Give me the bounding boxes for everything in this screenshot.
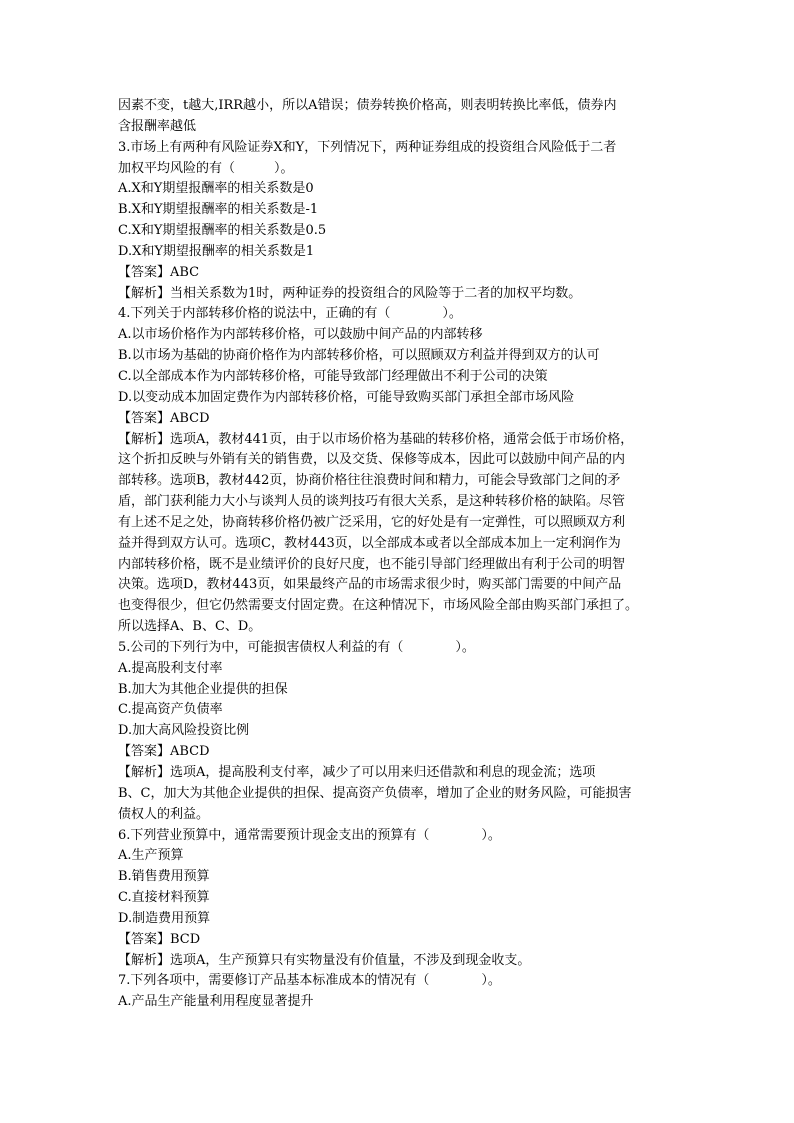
question-4-analysis: 也变得很少，但它仍然需要支付固定费。在这种情况下，市场风险全部由购买部门承担了。 (118, 598, 639, 614)
question-6-option-d: D.制造费用预算 (118, 910, 211, 926)
question-3-option-d: D.X和Y期望报酬率的相关系数是1 (118, 243, 315, 259)
question-6-option-a: A.生产预算 (118, 848, 184, 864)
question-4-analysis: 部转移。选项B，教材442页，协商价格往往浪费时间和精力，可能会导致部门之间的矛 (118, 473, 621, 489)
question-6-option-c: C.直接材料预算 (118, 890, 210, 906)
question-4-stem: 4.下列关于内部转移价格的说法中，正确的有（ ）。 (118, 306, 462, 322)
question-4-analysis: 【解析】选项A，教材441页，由于以市场价格为基础的转移价格，通常会低于市场价格， (118, 431, 634, 447)
question-5-analysis: 【解析】选项A，提高股利支付率，减少了可以用来归还借款和利息的现金流；选项 (118, 765, 596, 780)
question-7-option-a: A.产品生产能量利用程度显著提升 (118, 994, 314, 1010)
document-page (118, 96, 678, 1013)
question-6-stem: 6.下列营业预算中，通常需要预计现金支出的预算有（ ）。 (118, 827, 501, 843)
question-6-option-b: B.销售费用预算 (118, 869, 210, 885)
question-3-analysis: 【解析】当相关系数为1时，两种证券的投资组合的风险等于二者的加权平均数。 (118, 285, 582, 301)
question-5-answer: 【答案】ABCD (118, 744, 210, 760)
question-4-option-b: B.以市场为基础的协商价格作为内部转移价格，可以照顾双方利益并得到双方的认可 (118, 348, 600, 364)
question-6-answer: 【答案】BCD (118, 931, 201, 947)
question-6-analysis: 【解析】选项A，生产预算只有实物量没有价值量，不涉及到现金收支。 (118, 952, 531, 968)
question-4-analysis: 决策。选项D，教材443页，如果最终产品的市场需求很少时，购买部门需要的中间产品 (118, 577, 622, 593)
question-4-analysis: 内部转移价格，既不是业绩评价的良好尺度，也不能引导部门经理做出有利于公司的明智 (118, 556, 626, 572)
question-4-answer: 【答案】ABCD (118, 410, 210, 426)
question-7-stem: 7.下列各项中，需要修订产品基本标准成本的情况有（ ）。 (118, 973, 501, 989)
question-3-stem: 3.市场上有两种有风险证券X和Y，下列情况下，两种证券组成的投资组合风险低于二者 (118, 139, 617, 155)
question-4-analysis: 益并得到双方认可。选项C，教材443页，以全部成本或者以全部成本加上一定利润作为 (118, 535, 621, 551)
question-3-option-b: B.X和Y期望报酬率的相关系数是-1 (118, 202, 319, 218)
question-3-option-c: C.X和Y期望报酬率的相关系数是0.5 (118, 223, 327, 239)
question-4-analysis: 所以选择A、B、C、D。 (118, 619, 262, 635)
question-3-stem: 加权平均风险的有（ ）。 (118, 160, 294, 176)
question-4-option-c: C.以全部成本作为内部转移价格，可能导致部门经理做出不利于公司的决策 (118, 368, 548, 384)
question-4-analysis: 盾，部门获利能力大小与谈判人员的谈判技巧有很大关系，是这种转移价格的缺陷。尽管 (118, 494, 626, 510)
question-3-option-a: A.X和Y期望报酬率的相关系数是0 (118, 181, 314, 197)
text-line: 因素不变，t越大,IRR越小，所以A错误；债券转换价格高，则表明转换比率低，债券内 (118, 98, 617, 113)
question-4-analysis: 这个折扣反映与外销有关的销售费，以及交货、保修等成本，因此可以鼓励中间产品的内 (118, 452, 626, 468)
question-5-analysis: 债权人的利益。 (118, 806, 210, 822)
question-5-analysis: B、C，加大为其他企业提供的担保、提高资产负债率，增加了企业的财务风险，可能损害 (118, 785, 632, 801)
question-4-option-a: A.以市场价格作为内部转移价格，可以鼓励中间产品的内部转移 (118, 327, 483, 343)
question-4-option-d: D.以变动成本加固定费作为内部转移价格，可能导致购买部门承担全部市场风险 (118, 389, 575, 405)
text-line: 含报酬率越低 (118, 118, 197, 134)
question-5-option-b: B.加大为其他企业提供的担保 (118, 681, 288, 697)
question-4-analysis: 有上述不足之处，协商转移价格仍被广泛采用，它的好处是有一定弹性，可以照顾双方利 (118, 514, 626, 530)
question-5-option-c: C.提高资产负债率 (118, 702, 223, 718)
question-5-stem: 5.公司的下列行为中，可能损害债权人利益的有（ ）。 (118, 639, 475, 655)
question-5-option-d: D.加大高风险投资比例 (118, 723, 250, 739)
question-3-answer: 【答案】ABC (118, 264, 200, 280)
question-5-option-a: A.提高股利支付率 (118, 660, 223, 676)
